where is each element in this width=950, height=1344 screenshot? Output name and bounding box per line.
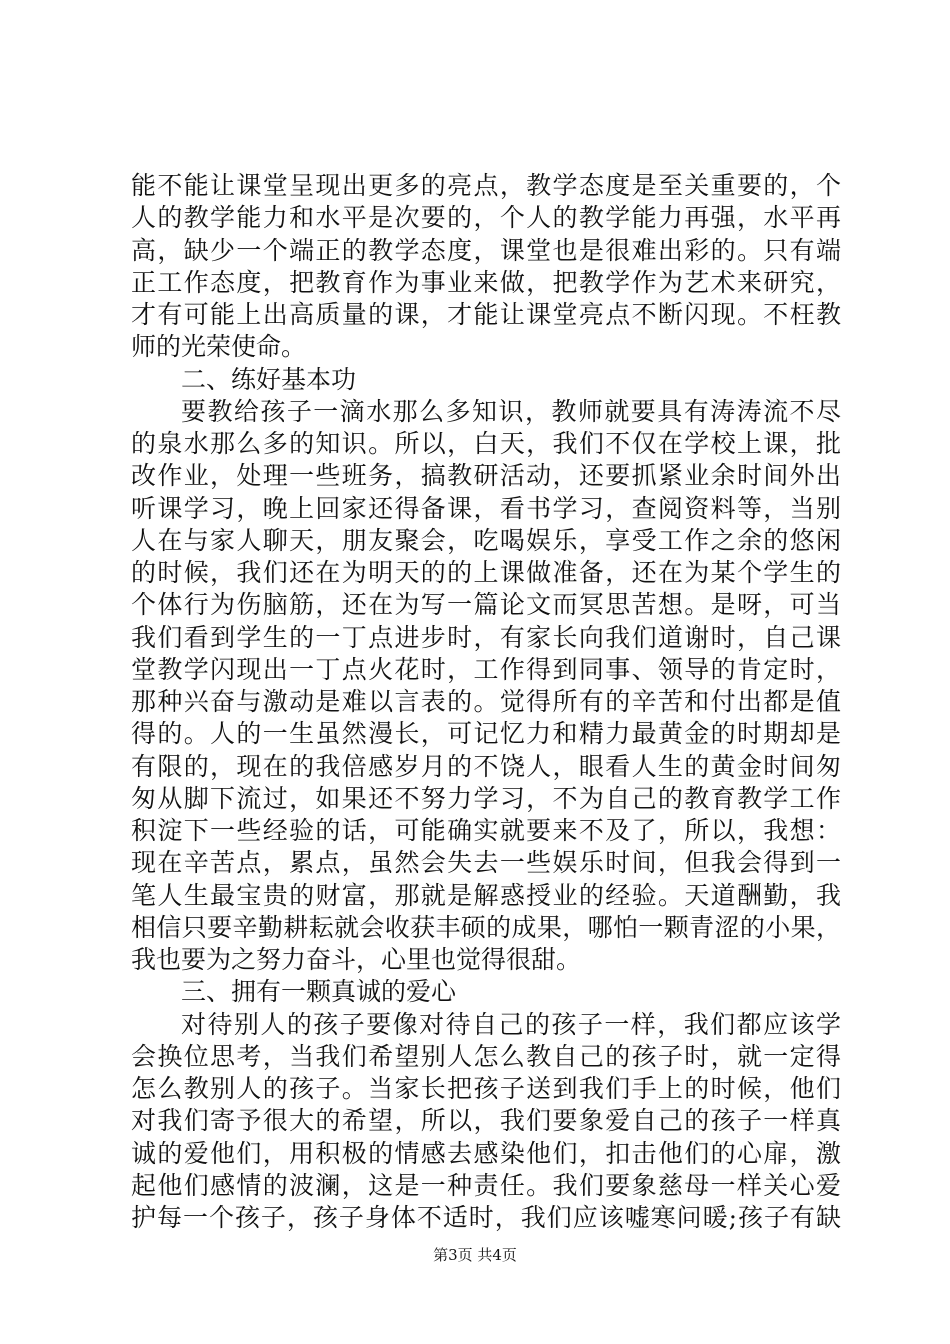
body-text-line: 相信只要辛勤耕耘就会收获丰硕的成果，哪怕一颗青涩的小果， xyxy=(131,912,841,942)
body-text-line: 对待别人的孩子要像对待自己的孩子一样，我们都应该学 xyxy=(181,1009,841,1039)
document-body xyxy=(131,170,841,1234)
body-text-line: 的时候，我们还在为明天的的上课做准备，还在为某个学生的 xyxy=(131,558,841,587)
body-text-line: 人的教学能力和水平是次要的，个人的教学能力再强，水平再 xyxy=(131,203,841,233)
body-text-line: 护每一个孩子，孩子身体不适时，我们应该嘘寒问暖;孩子有缺 xyxy=(131,1203,841,1232)
body-text-line: 有限的，现在的我倍感岁月的不饶人，眼看人生的黄金时间匆 xyxy=(131,751,841,781)
body-text-line: 才有可能上出高质量的课，才能让课堂亮点不断闪现。不枉教 xyxy=(131,300,841,329)
body-text-line: 个体行为伤脑筋，还在为写一篇论文而冥思苦想。是呀，可当 xyxy=(131,590,841,620)
body-text-line: 要教给孩子一滴水那么多知识，教师就要具有涛涛流不尽 xyxy=(181,396,841,426)
body-text-line: 师的光荣使命。 xyxy=(131,332,307,362)
body-text-line: 人在与家人聊天，朋友聚会，吃喝娱乐，享受工作之余的悠闲 xyxy=(131,525,841,555)
body-text-line: 起他们感情的波澜，这是一种责任。我们要象慈母一样关心爱 xyxy=(131,1170,841,1200)
body-text-line: 怎么教别人的孩子。当家长把孩子送到我们手上的时候，他们 xyxy=(131,1074,841,1103)
body-text-line: 现在辛苦点，累点，虽然会失去一些娱乐时间，但我会得到一 xyxy=(131,848,841,878)
body-text-line: 笔人生最宝贵的财富，那就是解惑授业的经验。天道酬勤，我 xyxy=(131,880,841,910)
body-text-line: 正工作态度，把教育作为事业来做，把教学作为艺术来研究， xyxy=(131,267,841,297)
body-text-line: 对我们寄予很大的希望，所以，我们要象爱自己的孩子一样真 xyxy=(131,1106,841,1136)
body-text-line: 诚的爱他们，用积极的情感去感染他们，扣击他们的心扉，激 xyxy=(131,1138,841,1168)
body-text-line: 堂教学闪现出一丁点火花时，工作得到同事、领导的肯定时， xyxy=(131,654,841,684)
body-text-line: 的泉水那么多的知识。所以，白天，我们不仅在学校上课，批 xyxy=(131,429,841,458)
body-text-line: 那种兴奋与激动是难以言表的。觉得所有的辛苦和付出都是值 xyxy=(131,687,841,716)
section-heading: 三、拥有一颗真诚的爱心 xyxy=(181,977,457,1007)
body-text-line: 会换位思考，当我们希望别人怎么教自己的孩子时，就一定得 xyxy=(131,1041,841,1071)
body-text-line: 得的。人的一生虽然漫长，可记忆力和精力最黄金的时期却是 xyxy=(131,719,841,749)
body-text-line: 能不能让课堂呈现出更多的亮点，教学态度是至关重要的，个 xyxy=(131,171,841,200)
body-text-line: 我也要为之努力奋斗，心里也觉得很甜。 xyxy=(131,945,582,974)
body-text-line: 高，缺少一个端正的教学态度，课堂也是很难出彩的。只有端 xyxy=(131,235,841,265)
page-footer: 第3页 共4页 xyxy=(433,1246,517,1264)
body-text-line: 改作业，处理一些班务，搞教研活动，还要抓紧业余时间外出 xyxy=(131,461,841,491)
body-text-line: 听课学习，晚上回家还得备课，看书学习，查阅资料等，当别 xyxy=(131,493,841,523)
section-heading: 二、练好基本功 xyxy=(181,364,357,394)
body-text-line: 我们看到学生的一丁点进步时，有家长向我们道谢时，自己课 xyxy=(131,622,841,652)
body-text-line: 匆从脚下流过，如果还不努力学习，不为自己的教育教学工作 xyxy=(131,783,841,813)
body-text-line: 积淀下一些经验的话，可能确实就要来不及了，所以，我想： xyxy=(131,816,841,845)
